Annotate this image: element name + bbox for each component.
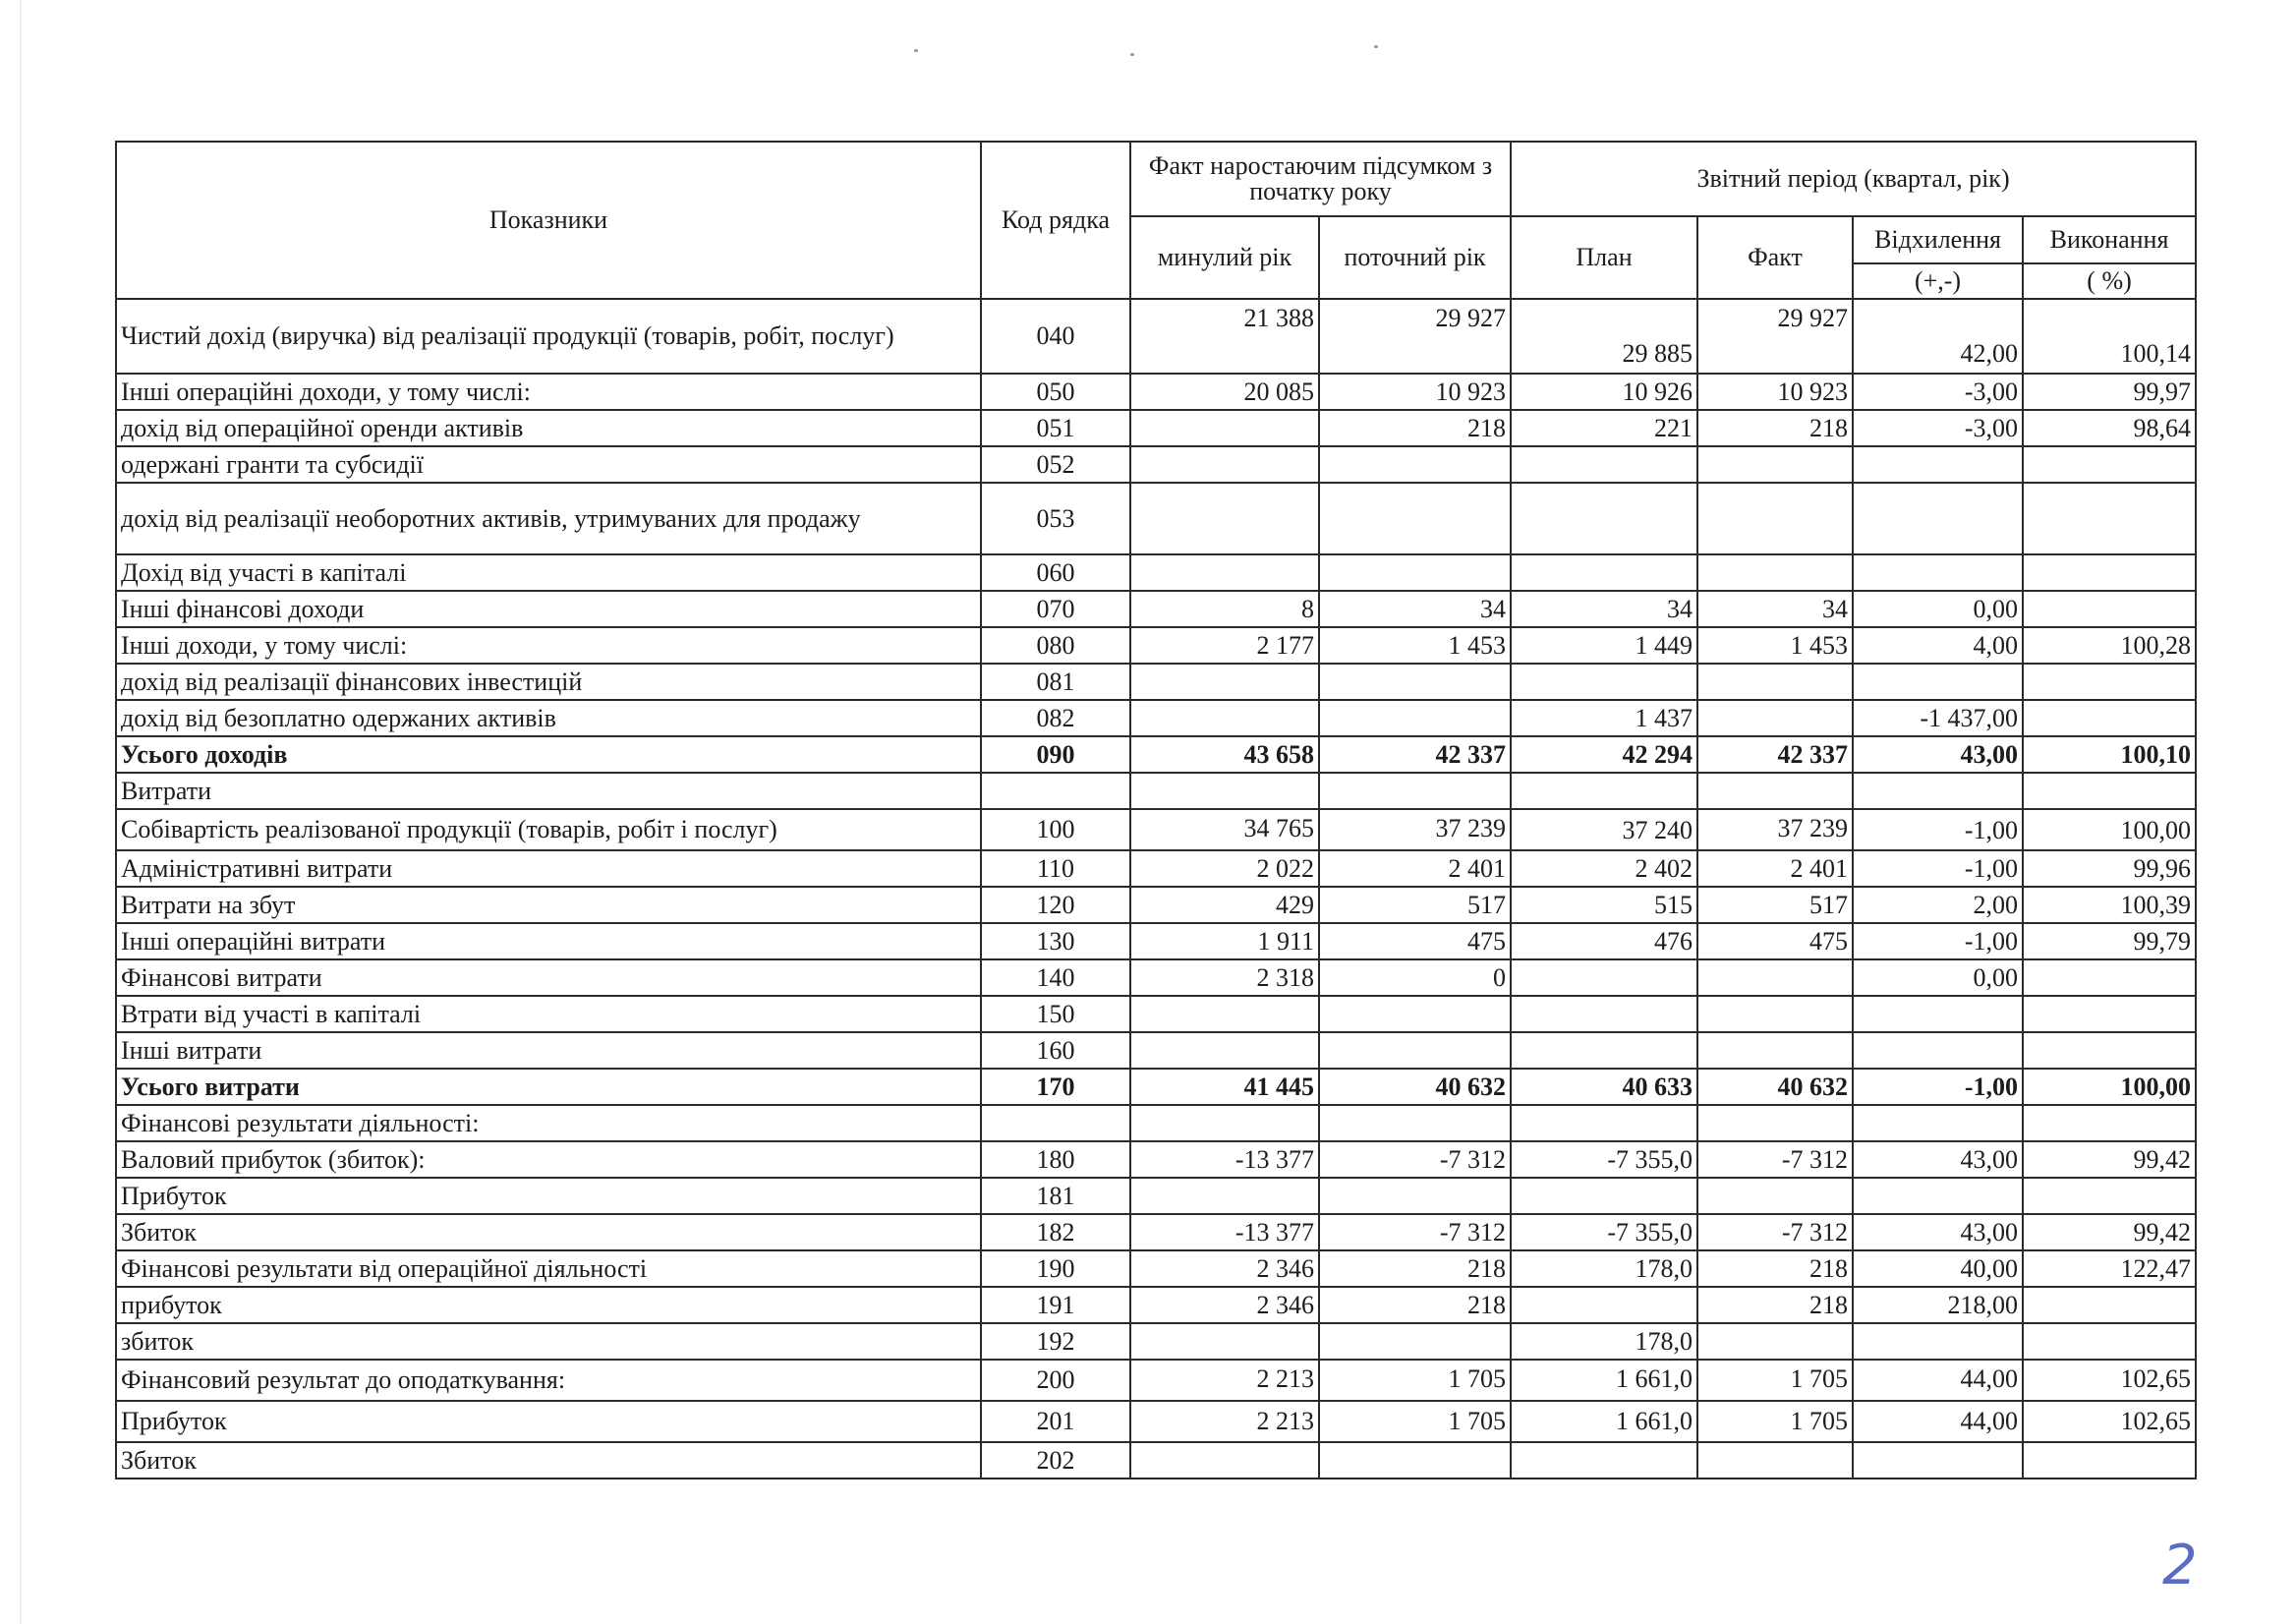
row-code: 180 [981,1141,1130,1178]
cell-curr: 218 [1319,1250,1511,1287]
table-row [116,374,2196,410]
cell-exec [2023,664,2196,700]
cell-dev [1853,1105,2023,1141]
cell-dev: 43,00 [1853,1141,2023,1178]
cell-exec: 98,64 [2023,410,2196,446]
cell-exec [2023,554,2196,591]
cell-curr [1319,1032,1511,1069]
cell-dev: -1,00 [1853,850,2023,887]
cell-plan: 1 661,0 [1511,1401,1697,1442]
cell-fact: 1 705 [1697,1401,1853,1442]
row-name: Собівартість реалізованої продукції (товарів, робіт і послуг) [116,809,981,850]
header-execution-unit: ( %) [2023,263,2196,299]
cell-exec [2023,996,2196,1032]
row-name: Витрати [116,773,981,809]
cell-prev: 2 346 [1130,1250,1319,1287]
cell-fact: 40 632 [1697,1069,1853,1105]
cell-prev: 2 318 [1130,959,1319,996]
cell-prev: 2 022 [1130,850,1319,887]
table-header [116,142,2196,299]
cell-plan: 221 [1511,410,1697,446]
row-name: збиток [116,1323,981,1360]
table-row [116,664,2196,700]
cell-curr [1319,773,1511,809]
cell-exec [2023,959,2196,996]
cell-prev: 2 177 [1130,627,1319,664]
cell-dev [1853,996,2023,1032]
cell-exec [2023,1105,2196,1141]
row-code: 140 [981,959,1130,996]
table-row [116,923,2196,959]
cell-prev: 20 085 [1130,374,1319,410]
cell-curr [1319,483,1511,554]
table-row [116,1178,2196,1214]
cell-prev [1130,483,1319,554]
cell-curr: -7 312 [1319,1214,1511,1250]
cell-plan: 1 437 [1511,700,1697,736]
cell-fact [1697,1032,1853,1069]
cell-plan: 40 633 [1511,1069,1697,1105]
cell-prev [1130,446,1319,483]
cell-fact [1697,1323,1853,1360]
cell-curr: 475 [1319,923,1511,959]
cell-curr: 218 [1319,410,1511,446]
cell-plan [1511,554,1697,591]
cell-prev [1130,1178,1319,1214]
row-name: Фінансовий результат до оподаткування: [116,1360,981,1401]
cell-curr [1319,554,1511,591]
row-name: Збиток [116,1442,981,1479]
row-name: Фінансові витрати [116,959,981,996]
cell-plan [1511,1178,1697,1214]
cell-prev: 2 346 [1130,1287,1319,1323]
cell-exec: 122,47 [2023,1250,2196,1287]
cell-dev: 44,00 [1853,1401,2023,1442]
row-name: Адміністративні витрати [116,850,981,887]
cell-dev: -3,00 [1853,410,2023,446]
cell-exec: 99,96 [2023,850,2196,887]
cell-prev: 41 445 [1130,1069,1319,1105]
cell-prev [1130,1032,1319,1069]
cell-curr: 1 453 [1319,627,1511,664]
row-name: Інші доходи, у тому числі: [116,627,981,664]
cell-curr [1319,446,1511,483]
row-name: Інші витрати [116,1032,981,1069]
cell-curr [1319,1442,1511,1479]
table-row [116,1141,2196,1178]
cell-exec: 99,42 [2023,1214,2196,1250]
cell-dev [1853,1323,2023,1360]
cell-plan [1511,1442,1697,1479]
table-row [116,299,2196,374]
cell-plan: -7 355,0 [1511,1214,1697,1250]
cell-dev: 0,00 [1853,959,2023,996]
row-name: Усього витрати [116,1069,981,1105]
row-name: Прибуток [116,1401,981,1442]
cell-curr: 29 927 [1319,299,1511,374]
cell-exec [2023,483,2196,554]
cell-dev: -1 437,00 [1853,700,2023,736]
cell-dev: 2,00 [1853,887,2023,923]
header-indicators: Показники [116,142,981,299]
cell-fact: 42 337 [1697,736,1853,773]
cell-exec: 102,65 [2023,1360,2196,1401]
cell-dev: 218,00 [1853,1287,2023,1323]
row-name: Валовий прибуток (збиток): [116,1141,981,1178]
row-code [981,1105,1130,1141]
table-row [116,996,2196,1032]
table-row [116,887,2196,923]
header-reporting-period: Звітний період (квартал, рік) [1511,142,2196,216]
scan-artifacts [914,41,1406,61]
cell-exec: 100,28 [2023,627,2196,664]
cell-prev: 1 911 [1130,923,1319,959]
table-row [116,1105,2196,1141]
row-name: Інші операційні витрати [116,923,981,959]
cell-curr: 40 632 [1319,1069,1511,1105]
cell-curr: 42 337 [1319,736,1511,773]
cell-prev: 429 [1130,887,1319,923]
cell-curr: 1 705 [1319,1401,1511,1442]
cell-fact [1697,700,1853,736]
cell-curr: 218 [1319,1287,1511,1323]
cell-curr [1319,700,1511,736]
cell-prev [1130,664,1319,700]
cell-dev: -1,00 [1853,1069,2023,1105]
cell-curr [1319,996,1511,1032]
header-row-code: Код рядка [981,142,1130,299]
cell-dev [1853,446,2023,483]
cell-plan [1511,773,1697,809]
cell-prev: 21 388 [1130,299,1319,374]
row-code: 182 [981,1214,1130,1250]
cell-fact [1697,1178,1853,1214]
header-deviation: Відхилення [1853,216,2023,263]
cell-dev: 40,00 [1853,1250,2023,1287]
cell-fact: 37 239 [1697,809,1853,850]
cell-fact: 29 927 [1697,299,1853,374]
cell-plan [1511,1287,1697,1323]
cell-plan [1511,446,1697,483]
row-name: Фінансові результати діяльності: [116,1105,981,1141]
cell-prev: 34 765 [1130,809,1319,850]
row-name: Дохід від участі в капіталі [116,554,981,591]
row-code: 070 [981,591,1130,627]
header-plan: План [1511,216,1697,299]
cell-exec [2023,1178,2196,1214]
table-row [116,1032,2196,1069]
header-execution: Виконання [2023,216,2196,263]
cell-exec: 102,65 [2023,1401,2196,1442]
cell-dev [1853,1442,2023,1479]
table-row [116,809,2196,850]
row-code: 202 [981,1442,1130,1479]
row-code: 201 [981,1401,1130,1442]
row-code: 052 [981,446,1130,483]
cell-fact: -7 312 [1697,1141,1853,1178]
cell-fact: 517 [1697,887,1853,923]
cell-curr: 2 401 [1319,850,1511,887]
cell-prev [1130,773,1319,809]
cell-plan: 29 885 [1511,299,1697,374]
cell-fact: 2 401 [1697,850,1853,887]
table-row [116,1250,2196,1287]
row-code: 050 [981,374,1130,410]
table-row [116,591,2196,627]
cell-dev [1853,1032,2023,1069]
row-code: 060 [981,554,1130,591]
cell-fact [1697,1105,1853,1141]
cell-dev: 43,00 [1853,1214,2023,1250]
cell-dev: 0,00 [1853,591,2023,627]
cell-exec: 99,79 [2023,923,2196,959]
row-code: 192 [981,1323,1130,1360]
cell-prev: 43 658 [1130,736,1319,773]
cell-curr: 34 [1319,591,1511,627]
header-cumulative-fact: Факт наростаючим підсумком з початку року [1130,142,1511,216]
row-name: Фінансові результати від операційної діяльності [116,1250,981,1287]
cell-plan: 515 [1511,887,1697,923]
row-code: 053 [981,483,1130,554]
cell-prev [1130,1323,1319,1360]
header-prev-year: минулий рік [1130,216,1319,299]
cell-plan: 42 294 [1511,736,1697,773]
row-code: 080 [981,627,1130,664]
row-code: 090 [981,736,1130,773]
table-row [116,554,2196,591]
header-deviation-unit: (+,-) [1853,263,2023,299]
cell-fact: 475 [1697,923,1853,959]
cell-fact: 1 453 [1697,627,1853,664]
row-name: дохід від реалізації фінансових інвестицій [116,664,981,700]
cell-fact: 218 [1697,1287,1853,1323]
cell-curr: 10 923 [1319,374,1511,410]
cell-fact [1697,773,1853,809]
cell-curr: -7 312 [1319,1141,1511,1178]
cell-exec [2023,700,2196,736]
cell-curr [1319,1323,1511,1360]
cell-exec: 100,00 [2023,1069,2196,1105]
cell-plan [1511,1105,1697,1141]
cell-dev [1853,483,2023,554]
cell-prev [1130,1105,1319,1141]
row-code: 191 [981,1287,1130,1323]
cell-dev: 4,00 [1853,627,2023,664]
cell-fact [1697,664,1853,700]
cell-curr [1319,1178,1511,1214]
row-code: 181 [981,1178,1130,1214]
cell-curr [1319,1105,1511,1141]
cell-plan: 37 240 [1511,809,1697,850]
cell-dev [1853,664,2023,700]
cell-fact [1697,554,1853,591]
cell-plan [1511,483,1697,554]
cell-prev [1130,554,1319,591]
cell-dev [1853,1178,2023,1214]
cell-plan: 2 402 [1511,850,1697,887]
row-code: 100 [981,809,1130,850]
cell-plan: 476 [1511,923,1697,959]
cell-fact: 10 923 [1697,374,1853,410]
cell-prev: -13 377 [1130,1214,1319,1250]
row-code [981,773,1130,809]
row-name: прибуток [116,1287,981,1323]
row-code: 040 [981,299,1130,374]
row-code: 160 [981,1032,1130,1069]
cell-dev: -1,00 [1853,809,2023,850]
cell-prev [1130,1442,1319,1479]
cell-exec [2023,773,2196,809]
cell-prev: 2 213 [1130,1401,1319,1442]
cell-exec [2023,1323,2196,1360]
row-name: Інші фінансові доходи [116,591,981,627]
cell-curr: 517 [1319,887,1511,923]
row-name: Інші операційні доходи, у тому числі: [116,374,981,410]
financial-results-table [115,141,2197,1479]
cell-prev [1130,410,1319,446]
cell-plan [1511,959,1697,996]
cell-curr [1319,664,1511,700]
page-number: 2 [2162,1534,2198,1597]
cell-plan [1511,664,1697,700]
cell-fact [1697,1442,1853,1479]
cell-dev [1853,554,2023,591]
cell-fact [1697,446,1853,483]
cell-exec [2023,1442,2196,1479]
cell-fact: 218 [1697,1250,1853,1287]
cell-fact: -7 312 [1697,1214,1853,1250]
table-row [116,700,2196,736]
cell-plan: -7 355,0 [1511,1141,1697,1178]
row-name: одержані гранти та субсидії [116,446,981,483]
cell-dev [1853,773,2023,809]
row-code: 170 [981,1069,1130,1105]
table-row [116,1287,2196,1323]
table-row [116,446,2196,483]
cell-exec: 100,14 [2023,299,2196,374]
cell-exec [2023,1287,2196,1323]
cell-exec [2023,446,2196,483]
table-row [116,1323,2196,1360]
cell-plan: 34 [1511,591,1697,627]
cell-exec: 100,00 [2023,809,2196,850]
cell-plan: 178,0 [1511,1323,1697,1360]
cell-prev: 2 213 [1130,1360,1319,1401]
cell-prev: 8 [1130,591,1319,627]
cell-dev: 42,00 [1853,299,2023,374]
cell-plan: 10 926 [1511,374,1697,410]
header-curr-year: поточний рік [1319,216,1511,299]
row-code: 200 [981,1360,1130,1401]
cell-dev: -1,00 [1853,923,2023,959]
cell-fact: 1 705 [1697,1360,1853,1401]
cell-dev: -3,00 [1853,374,2023,410]
cell-exec: 100,10 [2023,736,2196,773]
table-row [116,627,2196,664]
cell-curr: 37 239 [1319,809,1511,850]
cell-plan [1511,996,1697,1032]
row-name: Збиток [116,1214,981,1250]
cell-exec: 99,42 [2023,1141,2196,1178]
cell-prev [1130,996,1319,1032]
cell-exec [2023,591,2196,627]
table-row [116,1442,2196,1479]
row-code: 081 [981,664,1130,700]
cell-prev: -13 377 [1130,1141,1319,1178]
table-row [116,850,2196,887]
header-fact: Факт [1697,216,1853,299]
table-row [116,773,2196,809]
cell-fact [1697,959,1853,996]
table-row [116,736,2196,773]
table-row [116,1069,2196,1105]
cell-dev: 44,00 [1853,1360,2023,1401]
row-name: Усього доходів [116,736,981,773]
row-code: 051 [981,410,1130,446]
cell-prev [1130,700,1319,736]
cell-dev: 43,00 [1853,736,2023,773]
cell-fact: 34 [1697,591,1853,627]
row-code: 120 [981,887,1130,923]
cell-curr: 0 [1319,959,1511,996]
row-code: 082 [981,700,1130,736]
cell-plan: 178,0 [1511,1250,1697,1287]
row-code: 130 [981,923,1130,959]
cell-fact: 218 [1697,410,1853,446]
table-row [116,1401,2196,1442]
cell-exec: 99,97 [2023,374,2196,410]
table-row [116,1360,2196,1401]
table-row [116,483,2196,554]
cell-fact [1697,483,1853,554]
cell-exec [2023,1032,2196,1069]
row-name: Чистий дохід (виручка) від реалізації продукції (товарів, робіт, послуг) [116,299,981,374]
row-code: 190 [981,1250,1130,1287]
cell-plan: 1 661,0 [1511,1360,1697,1401]
row-name: Прибуток [116,1178,981,1214]
cell-plan [1511,1032,1697,1069]
table-body [116,299,2196,1479]
cell-fact [1697,996,1853,1032]
row-name: дохід від реалізації необоротних активів, утримуваних для продажу [116,483,981,554]
table-row [116,1214,2196,1250]
row-name: дохід від операційної оренди активів [116,410,981,446]
cell-curr: 1 705 [1319,1360,1511,1401]
row-code: 150 [981,996,1130,1032]
table-row [116,410,2196,446]
cell-exec: 100,39 [2023,887,2196,923]
row-name: дохід від безоплатно одержаних активів [116,700,981,736]
cell-plan: 1 449 [1511,627,1697,664]
row-name: Витрати на збут [116,887,981,923]
table-row [116,959,2196,996]
row-code: 110 [981,850,1130,887]
row-name: Втрати від участі в капіталі [116,996,981,1032]
